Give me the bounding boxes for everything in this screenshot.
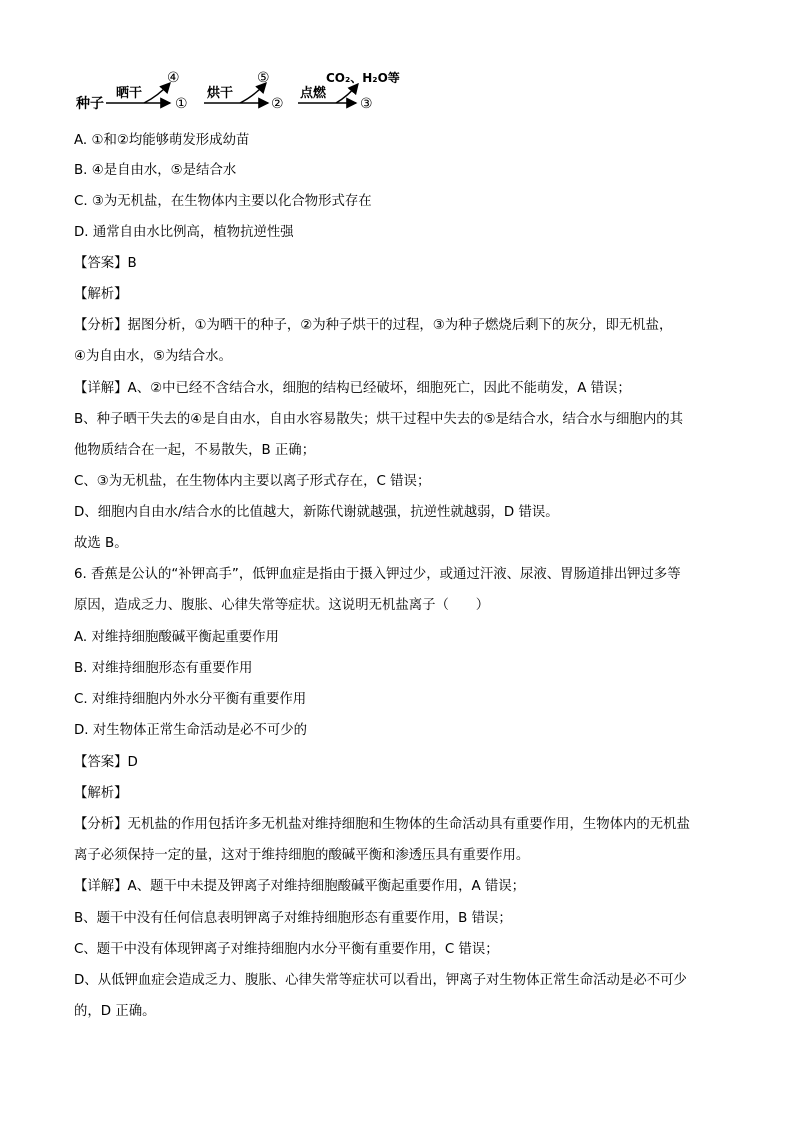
arrow-branch-4 <box>144 83 170 103</box>
q5-analysis-line-1: 【分析】据图分析，①为晒干的种子，②为种子烘干的过程，③为种子燃烧后剩下的灰分，即无机盐， <box>74 318 673 333</box>
q6-option-d: D. 对生物体正常生命活动是必不可少的 <box>74 723 308 738</box>
q6-answer: 【答案】D <box>74 755 138 770</box>
q6-option-c: C. 对维持细胞内外水分平衡有重要作用 <box>74 692 307 707</box>
q5-analysis-title: 【解析】 <box>74 287 128 302</box>
q6-analysis-title: 【解析】 <box>74 786 128 801</box>
q6-analysis-line-1: 【分析】无机盐的作用包括许多无机盐对维持细胞和生物体的生命活动具有重要作用，生物体内的无机盐 <box>74 817 690 832</box>
q5-conclusion: 故选 B。 <box>74 536 128 551</box>
q5-analysis-line-2: ④为自由水，⑤为结合水。 <box>74 349 232 364</box>
q5-answer: 【答案】B <box>74 256 137 271</box>
label-dry-bake: 烘干 <box>207 86 234 101</box>
q5-option-d: D. 通常自由水比例高，植物抗逆性强 <box>74 225 294 240</box>
q5-detail-line-1: 【详解】A、②中已经不含结合水，细胞的结构已经破坏，细胞死亡，因此不能萌发，A 错误； <box>74 381 631 396</box>
label-node1: ① <box>175 96 188 112</box>
q6-detail-line-2: B、题干中没有任何信息表明钾离子对维持细胞形态有重要作用，B 错误； <box>74 911 512 926</box>
label-node2: ② <box>271 96 284 112</box>
label-node4: ④ <box>167 70 180 86</box>
q5-option-a: A. ①和②均能够萌发形成幼苗 <box>74 133 250 148</box>
arrow-branch-gas <box>336 84 358 103</box>
q5-option-b: B. ④是自由水，⑤是结合水 <box>74 163 237 178</box>
q5-detail-line-2: B、种子晒干失去的④是自由水，自由水容易散失；烘干过程中失去的⑤是结合水，结合水与细胞内的其 <box>74 412 683 427</box>
label-node3: ③ <box>360 96 373 112</box>
q6-stem-line-2: 原因，造成乏力、腹胀、心律失常等症状。这说明无机盐离子（ ） <box>74 598 490 613</box>
q5-option-c: C. ③为无机盐，在生物体内主要以化合物形式存在 <box>74 194 372 209</box>
q5-detail-line-3: 他物质结合在一起，不易散失，B 正确； <box>74 443 316 458</box>
q6-detail-line-1: 【详解】A、题干中未提及钾离子对维持细胞酸碱平衡起重要作用，A 错误； <box>74 879 526 894</box>
q6-analysis-line-2: 离子必须保持一定的量，这对于维持细胞的酸碱平衡和渗透压具有重要作用。 <box>74 848 530 863</box>
label-gases: CO₂、H₂O等 <box>326 71 400 85</box>
label-seed: 种子 <box>76 96 104 112</box>
q6-detail-line-5: 的，D 正确。 <box>74 1004 156 1019</box>
label-dry-sun: 晒干 <box>116 86 143 101</box>
q6-option-b: B. 对维持细胞形态有重要作用 <box>74 661 253 676</box>
q6-detail-line-4: D、从低钾血症会造成乏力、腹胀、心律失常等症状可以看出，钾离子对生物体正常生命活动是必不可少 <box>74 973 687 988</box>
label-ignite: 点燃 <box>300 86 327 101</box>
q6-stem-line-1: 6. 香蕉是公认的“补钾高手”，低钾血症是指由于摄入钾过少，或通过汗液、尿液、胃肠道排出钾过多等 <box>74 567 681 582</box>
q5-detail-line-5: D、细胞内自由水/结合水的比值越大，新陈代谢就越强，抗逆性就越弱，D 错误。 <box>74 505 559 520</box>
q5-detail-line-4: C、③为无机盐，在生物体内主要以离子形式存在，C 错误； <box>74 474 431 489</box>
arrow-branch-5 <box>240 83 266 103</box>
q6-option-a: A. 对维持细胞酸碱平衡起重要作用 <box>74 630 279 645</box>
q6-detail-line-3: C、题干中没有体现钾离子对维持细胞内水分平衡有重要作用，C 错误； <box>74 942 499 957</box>
label-node5: ⑤ <box>257 70 270 86</box>
seed-process-diagram <box>74 66 414 118</box>
